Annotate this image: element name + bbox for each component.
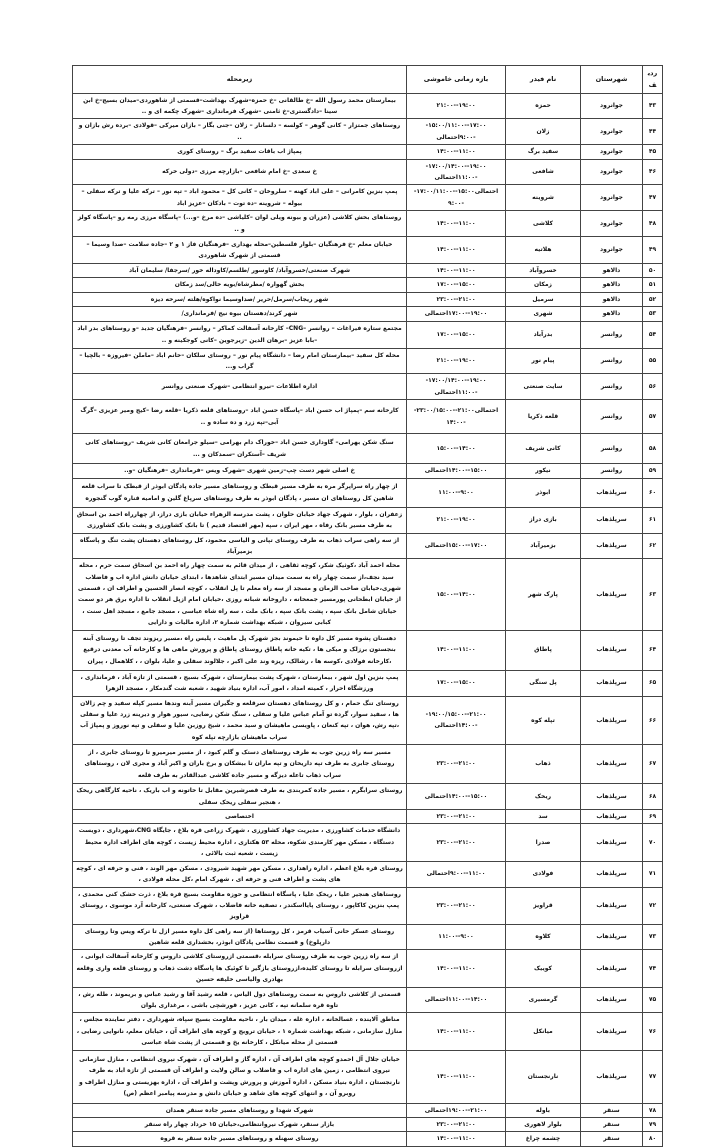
table-row [73, 236, 663, 263]
feeder-cell: قلعه ذکریا [506, 400, 581, 434]
time-cell: ۱۵:۰۰--۱۷:۰۰ [407, 670, 506, 696]
city-cell: سرپلذهاب [581, 861, 643, 887]
area-cell: خ اصلی شهر دست چپ–زمین شهری –شهرک ویس –فرمانداری –فرهنگیان –و.. [73, 464, 407, 478]
header-area: زیرمحله [73, 66, 407, 94]
time-cell: ۱۱:۰۰--۱۴:۰۰ [407, 145, 506, 159]
feeder-cell: کوییک [506, 950, 581, 987]
row-number-cell: ۶۴ [643, 630, 663, 670]
row-number-cell: ۵۴ [643, 321, 663, 348]
city-cell: جوانرود [581, 159, 643, 185]
area-cell: بازار سنقر، شهرک نیروانتظامی،خیابان ۱۵ خرداد چهار راه سنقر [73, 1118, 407, 1132]
area-cell: قسمتی از کلاشی داروس به سمت روستاهای دول الیاس ، قلعه رشید آقا و رشید عباس و بریموند ، طله رش ، تاوه قره سلمانه تپه ، کانی عزیز ، قورشچی باشی ، مرغداری بلوان [73, 987, 407, 1013]
row-number-cell: ۵۷ [643, 400, 663, 434]
area-cell: روستای تنگ حمام ، و کل روستاهای دهستان سرقلعه و جگیران مسیر آبنه وندها مسیر کپله سفید و چم زالان ها ، سفید سوار، گرده تو آمام عباس علیا و سفلی ، سنگ شکن رضایی، سیور هوار و دیرینه زرد علیا و سفلی ،تپه رش، هوان ، تپه کنعان ، پاویسی ماهیشان و سید محمد ، شیخ روزبن علیا و سفلی و تپه نوروز و پمپاژ آب سراب ماهیشان بازارچه تپله کوه [73, 696, 407, 745]
time-cell: ۹:۰۰--۱۱:۰۰ [407, 924, 506, 950]
area-cell: بیمارستان محمد رسول الله –خ طالقانی –خ حمزه–شهرک بهداشت–قسمتی از شاهوردی–میدان بسیج–خ ابن سینا –دادگستری–خ ثامنی –شهرک فرمانداری –شهرک چکمه ای و .. [73, 93, 407, 119]
time-cell: ۱۱:۰۰--۱۴:۰۰ [407, 1050, 506, 1103]
header-time: بازه زمانی خاموشی [407, 66, 506, 94]
time-cell: ۱۷:۰۰--۱۵:۰۰/۱۱:۰۰--۹:۰۰احتمالی [407, 119, 506, 145]
table-row [73, 434, 663, 464]
area-cell: از چهار راه سراپرگر مره به طرف مسیر قبطک و روستاهای مسیر جاده پادگان ابوذر از قبطک تا سراب قلعه شاهین کل روستاهای ان مسیر ، پادگان ابوذر به طرف روستاهای سرپاغ گلین و امامیه قناره گوب گنجوره [73, 478, 407, 507]
time-cell: ۱۴:۰۰--۱۵:۰۰ [407, 434, 506, 464]
city-cell: دالاهو [581, 307, 643, 321]
feeder-cell: ابوذر [506, 478, 581, 507]
row-number-cell: ۶۱ [643, 507, 663, 533]
feeder-cell: بلوار لاهوری [506, 1118, 581, 1132]
city-cell: سرپلذهاب [581, 784, 643, 810]
row-number-cell: ۷۶ [643, 1013, 663, 1050]
table-row [73, 745, 663, 784]
row-number-cell: ۵۶ [643, 374, 663, 400]
city-cell: سرپلذهاب [581, 696, 643, 745]
time-cell: ۱۷:۰۰--۱۵:۰۰احتمالی [407, 533, 506, 559]
time-cell: ۱۴:۰۰--۱۵:۰۰ [407, 559, 506, 630]
row-number-cell: ۷۵ [643, 987, 663, 1013]
table-row [73, 119, 663, 145]
feeder-cell: پاطاق [506, 630, 581, 670]
feeder-cell: ذهاب [506, 745, 581, 784]
time-cell: ۲۱:۰۰--۱۹:۰۰/۱۵:۰۰--۱۴:۰۰احتمالی [407, 696, 506, 745]
area-cell: روستای عسکر خانی آسیاب قرمز ، کل روستاها (از سه راهی کل داوه مسیر ازل تا ترکه ویس وتا روستای دارپلوخ) و قسمت نظامی پادگان ابوذر، بخشداری قلعه شاهین [73, 924, 407, 950]
time-cell: احتمالی۲۱:۰۰--۲۳:۰۰/۱۵:۰۰--۱۴:۰۰ [407, 400, 506, 434]
time-cell: ۱۹:۰۰--۲۱:۰۰ [407, 507, 506, 533]
time-cell: ۱۱:۰۰--۱۴:۰۰ [407, 630, 506, 670]
feeder-cell: کلاوه [506, 924, 581, 950]
area-cell: روستاهای جمتزار – کانی گوهر – کولسه – دلسانار – زلان –جنی بگار – بازان میرکی –قولادی –برده رش بازان و .. [73, 119, 407, 145]
city-cell: سرپلذهاب [581, 987, 643, 1013]
city-cell: سنقر [581, 1103, 643, 1117]
area-cell: پمپ بنزین اول شهر ، بیمارستان ، شهرک پشت بیمارستان ، شهرک بسیج ، قسمتی از تازه آباد ، فرمانداری ، ورزشگاه احرار ، کمیته امداد ، امور آب، اداره بنیاد شهید ، شعبه شت گندمکار ، مسجد الزهرا [73, 670, 407, 696]
city-cell: سرپلذهاب [581, 478, 643, 507]
feeder-cell: پارک شهر [506, 559, 581, 630]
area-cell: مسیر سه راه زرین جوب به طرف روستاهای دستک و گلم کبود ، از مسیر میرمیرو تا روستای جابری ، از روستای جابری به طرف تپه داریخان و تپه ماران تا بیشکان و برخ باران و اکبر آباد و مجری لان ، روستاهای سراب ذهاب تاعله دیزگه و مسیر جاده کلاشی عبدالقادر به طرف قلعه [73, 745, 407, 784]
area-cell: شهرک صنعتی/خسروآباد/ کاوسور /طلسم/کاوداله خور /سرجفا/ سلیمان آباد [73, 263, 407, 277]
area-cell: شهرک شهدا و روستاهای مسیر جاده سنقر همدان [73, 1103, 407, 1117]
time-cell: ۱۱:۰۰--۱۴:۰۰ [407, 211, 506, 237]
row-number-cell: ۶۰ [643, 478, 663, 507]
row-number-cell: ۴۳ [643, 93, 663, 119]
feeder-cell: چشمه چراغ [506, 1132, 581, 1146]
header-feeder: نام فیدر [506, 66, 581, 94]
row-number-cell: ۵۳ [643, 307, 663, 321]
time-cell: ۲۱:۰۰--۲۳:۰۰ [407, 1118, 506, 1132]
feeder-cell: کلاشی [506, 211, 581, 237]
row-number-cell: ۷۴ [643, 950, 663, 987]
area-cell: روستاهای هنجیر علیا ، ریخک علیا ، پاسگاه انتظامی و حوزه مقاومت بسیج قره بلاغ ، ذرت خشک کنی محمدی ، پمپ بنزین کاکاپور ، روستای پایااسکندر ، تصفیه خانه فاضلاب ، شهرک صنعتی، کارخانه آرد موسوی ، روستای قراویز [73, 887, 407, 924]
feeder-cell: نارنجستان [506, 1050, 581, 1103]
row-number-cell: ۴۴ [643, 119, 663, 145]
row-number-cell: ۵۰ [643, 263, 663, 277]
area-cell: سنگ شکن بهرامی– گاوداری حسن اباد –خوراک دام بهرامی –سیلو جرامغان کانی شریف –روستاهای کانی شریف –آستکران –سمدکان و ... [73, 434, 407, 464]
area-cell: از سه راه زرین جوب به طرف روستای سرابله ،قسمتی ازروستای کلاشی داروس و کارخانه آسفالت ایوانی ، ازروستای سرابله تا روستای کلیده،ازروستای بازگیر تا کوئیک ها پاسگاه دشت ذهاب و روستای قلعه واری وقلعه بهادری والیاسی خلیفه حسین [73, 950, 407, 987]
area-cell: اختصاصی [73, 809, 407, 823]
table-row [73, 321, 663, 348]
feeder-cell: صدرا [506, 824, 581, 861]
city-cell: سرپلذهاب [581, 559, 643, 630]
table-row [73, 507, 663, 533]
city-cell: روانسر [581, 374, 643, 400]
table-row [73, 374, 663, 400]
time-cell: ۱۵:۰۰--۱۷:۰۰ [407, 278, 506, 292]
city-cell: جوانرود [581, 236, 643, 263]
feeder-cell: باوله [506, 1103, 581, 1117]
table-row [73, 1118, 663, 1132]
table-row [73, 861, 663, 887]
time-cell: ۱۹:۰۰--۱۷:۰۰/۱۴:۰۰--۱۱:۰۰احتمالی [407, 374, 506, 400]
header-city: شهرستان [581, 66, 643, 94]
area-cell: خیابان جلال آل احمدو کوچه های اطراف آن ، اداره گاز و اطراف آن ، شهرک نیروی انتظامی ، منازل سازمانی نیروی انتظامی ، زمین های اداره اب و فاضلاب و سالن ولایت و اطراف آن قسمتی از تازه اباد به طرف نارنجستان ، اداره بنیاد مسکن ، اداره آموزش و پرورش وپشت و اطراف آن ، اداره بهزیستی و منازل اطراف و روبرو آن ، و انتهای کوچه های شاهد و خیابان دانش و مدرسه پیامبر اعظم (ص) [73, 1050, 407, 1103]
row-number-cell: ۶۷ [643, 745, 663, 784]
feeder-cell: ریخک [506, 784, 581, 810]
table-row [73, 464, 663, 478]
feeder-cell: میانکل [506, 1013, 581, 1050]
city-cell: سرپلذهاب [581, 533, 643, 559]
city-cell: جوانرود [581, 145, 643, 159]
city-cell: دالاهو [581, 278, 643, 292]
area-cell: مجتمع ستاره فیراغات – روانسر –CNG– کارخانه آسفالت کماکر – روانسر –فرهنگیان جدید –و روستاهای بدر اباد –بابا عزیز –برهان الدین –زیرجوین –کانی کوجکینه و .. [73, 321, 407, 348]
feeder-cell: شهری [506, 307, 581, 321]
area-cell: مناطق آلاینده ، غسالخانه ، اداره غله ، میدان بار ، ناحیه مقاومت بسیج سپاه، شهرداری ، دفتر نماینده مجلس ، منازل سازمانی ، شبکه بهداشت شماره ۱ ، خیابان ترویج و کوچه های اطراف آن ، خیابان معلم، نانوایی رضایی ، قسمتی از محله میانکل ، کارخانه یخ و قسمتی از پشت شاه عباسی [73, 1013, 407, 1050]
table-row [73, 696, 663, 745]
city-cell: سرپلذهاب [581, 630, 643, 670]
city-cell: سرپلذهاب [581, 924, 643, 950]
table-row [73, 559, 663, 630]
time-cell: ۲۱:۰۰--۱۹:۰۰احتمالی [407, 1103, 506, 1117]
city-cell: سرپلذهاب [581, 507, 643, 533]
area-cell: محله کل سفید –بیمارستان امام رضا – دانشگاه پیام نور – روستای سلکان –خانم اباد –ماملن –فیروزه – بالچیا –گراب و... [73, 348, 407, 374]
area-cell: خیابان معلم –خ فرهنگیان –بلوار فلسطین–محله بهداری –فرهنگیان فاز ۱ و ۲ –جاده سلامت –صدا وسیما –قسمتی از شهرک شاهوردی [73, 236, 407, 263]
city-cell: جوانرود [581, 119, 643, 145]
feeder-cell: گرمسیری [506, 987, 581, 1013]
row-number-cell: ۵۱ [643, 278, 663, 292]
table-row [73, 159, 663, 185]
time-cell: ۱۱:۰۰--۱۴:۰۰ [407, 263, 506, 277]
city-cell: سنقر [581, 1118, 643, 1132]
feeder-cell: پیام نور [506, 348, 581, 374]
area-cell: زعفران ، بلوار ، شهرک جهاد خیابان حلوان ، پشت مدرسه الزهراء خیابان بازی دراز، از چهارراه احمد بن اسحاق به طرف مسیر بانک رفاه ، مهر ایران ، سپه (مهر اقتصاد قدیم ) تا بانک کشاورزی و پشت بانک کشاورزی [73, 507, 407, 533]
area-cell: شهر ریجاب/سرمل/حریر /صداوسیما نواکوه/هلته /سرخه دیزه [73, 292, 407, 306]
city-cell: سرپلذهاب [581, 809, 643, 823]
table-row [73, 263, 663, 277]
city-cell: روانسر [581, 434, 643, 464]
area-cell: محله احمد آباد ،کوثیک شکر، کوچه ثقاهی ، از میدان قائم به سمت چهار راه احمد بن اسحاق سمت حرم ، محله سید نجف،از سمت چهار راه به سمت میدان مسیر ابتدای شاهدها ، ابتدای خیابان دانش اداره اب و فاضلاب شهری،خیابان صاحب الزمان و مسجد از سه راه معلم تا پل انقلاب ، کوچه انصار الحسین و اطراف ان ، قسمتی از خیابان ابطحانی پورمسیر جمعخانه ، داروخانه شبانه روزی ،خیابان امام ازپل انقلاب تا اداره برق هر دو سمت خیابان شامل بانک سپه ، پشت بانک سپه ، بانک ملت ، سه راه شاه عباسی ، مسجد جامع ، مسجد اهل سنت ، کبابی سیروان ، شبکه بهداشت شماره ۲، اداره مالیات و دارایی [73, 559, 407, 630]
area-cell: دانشگاه خدمات کشاورزی ، مدیریت جهاد کشاورزی ، شهرک زراعی قره بلاغ ، جایگاه CNG،شهرداری ، دویست دستگاه ، مسکن مهر کارمندی شکوه، محله ۵۳ هکتاری ، اداره محیط زیست ، کوچه های اطراف اداره محیط زیست ، شعبه ثبت بالائی ، [73, 824, 407, 861]
table-header-row [73, 66, 663, 94]
city-cell: دالاهو [581, 292, 643, 306]
table-row [73, 924, 663, 950]
row-number-cell: ۶۸ [643, 784, 663, 810]
table-row [73, 630, 663, 670]
table-row [73, 1103, 663, 1117]
row-number-cell: ۶۵ [643, 670, 663, 696]
row-number-cell: ۴۹ [643, 236, 663, 263]
time-cell: ۱۴:۰۰--۱۱:۰۰احتمالی [407, 987, 506, 1013]
row-number-cell: ۵۹ [643, 464, 663, 478]
feeder-cell: بزمیرآباد [506, 533, 581, 559]
row-number-cell: ۷۰ [643, 824, 663, 861]
time-cell: ۲۱:۰۰--۲۳:۰۰ [407, 292, 506, 306]
row-number-cell: ۴۵ [643, 145, 663, 159]
table-row [73, 185, 663, 211]
feeder-cell: بدرآباد [506, 321, 581, 348]
city-cell: سنقر [581, 1132, 643, 1146]
feeder-cell: هلاتیه [506, 236, 581, 263]
time-cell: احتمالی۱۵:۰۰--۱۷:۰۰/۱۱:۰۰--۹:۰۰ [407, 185, 506, 211]
city-cell: جوانرود [581, 93, 643, 119]
row-number-cell: ۴۷ [643, 185, 663, 211]
feeder-cell: نیکور [506, 464, 581, 478]
table-row [73, 348, 663, 374]
city-cell: سرپلذهاب [581, 1050, 643, 1103]
row-number-cell: ۸۰ [643, 1132, 663, 1146]
table-row [73, 93, 663, 119]
city-cell: سرپلذهاب [581, 745, 643, 784]
table-row [73, 211, 663, 237]
table-row [73, 278, 663, 292]
area-cell: خ سعدی –خ امام شافعی –بازارچه مرزی –دولی خرکه [73, 159, 407, 185]
row-number-cell: ۶۲ [643, 533, 663, 559]
feeder-cell: خسروآباد [506, 263, 581, 277]
area-cell: از سه راهی سراب ذهاب به طرف روستای تپانی و الیاسی محمود، کل روستاهای دهستان پشت تنگ و پاسگاه بزمیرآباد [73, 533, 407, 559]
time-cell: ۲۱:۰۰--۲۳:۰۰ [407, 824, 506, 861]
time-cell: ۱۱:۰۰--۱۴:۰۰ [407, 1132, 506, 1146]
feeder-cell: بازی دراز [506, 507, 581, 533]
feeder-cell: قراویز [506, 887, 581, 924]
feeder-cell: حمزه [506, 93, 581, 119]
city-cell: دالاهو [581, 263, 643, 277]
feeder-cell: زمکان [506, 278, 581, 292]
feeder-cell: سد [506, 809, 581, 823]
time-cell: ۱۵:۰۰--۱۷:۰۰ [407, 321, 506, 348]
row-number-cell: ۴۸ [643, 211, 663, 237]
time-cell: ۹:۰۰--۱۱:۰۰ [407, 478, 506, 507]
table-row [73, 533, 663, 559]
area-cell: روستای سرابگرم ، مسیر جاده کمربندی به طرف قصرشیرین مقابل تا خاتونه و اب باریک ، ناحیه کارگاهی ریخک ، هنجیر سفلی ریخک سفلی [73, 784, 407, 810]
time-cell: ۲۱:۰۰--۲۳:۰۰ [407, 887, 506, 924]
area-cell: بخش گهواره /مطرشاه/بویه خالی/سد زمکان [73, 278, 407, 292]
table-row [73, 1013, 663, 1050]
time-cell: ۱۹:۰۰--۲۱:۰۰ [407, 348, 506, 374]
area-cell: اداره اطلاعات –نیرو انتظامی –شهرک صنعتی روانسر [73, 374, 407, 400]
table-row [73, 950, 663, 987]
row-number-cell: ۷۳ [643, 924, 663, 950]
table-row [73, 400, 663, 434]
feeder-cell: سفید برگ [506, 145, 581, 159]
table-row [73, 1132, 663, 1146]
time-cell: ۱۹:۰۰--۱۷:۰۰/۱۴:۰۰--۱۱:۰۰احتمالی [407, 159, 506, 185]
time-cell: ۱۹:۰۰--۱۷:۰۰احتمالی [407, 307, 506, 321]
city-cell: روانسر [581, 464, 643, 478]
area-cell: روستای قره بلاغ اعظم ، اداره راهداری ، مسکن مهر شهید شیرودی ، مسکن مهر الوند ، فنی و حرفه ای ، کوچه های پشت و اطراف فنی و حرفه ای ، شهرک امام ،کل محله فولادی ، [73, 861, 407, 887]
city-cell: جوانرود [581, 211, 643, 237]
city-cell: روانسر [581, 348, 643, 374]
time-cell: ۱۵:۰۰--۱۴:۰۰احتمالی [407, 784, 506, 810]
row-number-cell: ۵۲ [643, 292, 663, 306]
city-cell: سرپلذهاب [581, 887, 643, 924]
city-cell: روانسر [581, 321, 643, 348]
feeder-cell: کانی شریف [506, 434, 581, 464]
table-body [73, 93, 663, 1146]
row-number-cell: ۷۸ [643, 1103, 663, 1117]
feeder-cell: پل سنگی [506, 670, 581, 696]
outage-schedule-table [72, 65, 663, 1147]
row-number-cell: ۷۹ [643, 1118, 663, 1132]
table-row [73, 292, 663, 306]
time-cell: ۱۱:۰۰--۹:۰۰احتمالی [407, 861, 506, 887]
city-cell: سرپلذهاب [581, 670, 643, 696]
table-row [73, 987, 663, 1013]
row-number-cell: ۵۸ [643, 434, 663, 464]
row-number-cell: ۵۵ [643, 348, 663, 374]
header-row-number: ردیف [643, 66, 663, 94]
table-row [73, 307, 663, 321]
feeder-cell: سرمیل [506, 292, 581, 306]
time-cell: ۲۱:۰۰--۲۳:۰۰ [407, 809, 506, 823]
table-row [73, 887, 663, 924]
area-cell: پمپاژ اب باقات سفید برگ – روستای کوری [73, 145, 407, 159]
city-cell: سرپلذهاب [581, 824, 643, 861]
feeder-cell: سایت صنعتی [506, 374, 581, 400]
area-cell: شهر کرند/دهستان بیوه نیج /فرمانداری/ [73, 307, 407, 321]
feeder-cell: فولادی [506, 861, 581, 887]
feeder-cell: تپله کوه [506, 696, 581, 745]
table-row [73, 478, 663, 507]
row-number-cell: ۷۲ [643, 887, 663, 924]
time-cell: ۲۱:۰۰--۲۳:۰۰ [407, 745, 506, 784]
area-cell: روستاهای بخش کلاشی (عزران و بیونه ویلی لوان –کلیاشی –ده مرخ –و...) –پاسگاه مرزی رمه رو –پاسگاه کولز و .. [73, 211, 407, 237]
time-cell: ۱۹:۰۰--۲۱:۰۰ [407, 93, 506, 119]
area-cell: پمپ بنزین کامرانی – علی اباد کهنه – سلروخان – کانی کل – محمود اباد – تپه نور – ترکه علیا و ترکه سفلی –بیوله – شروینه –ده توت – بادکان –عزیز اباد [73, 185, 407, 211]
row-number-cell: ۷۷ [643, 1050, 663, 1103]
area-cell: دهستان پشوه مسیر کل داوه تا حیموند بجز شهرک پل ماهیت ، پلیس راه ،مسیر ریزوند تجف تا روستای آبنه بنجستون برزلک و میکی ها ، تکیه خانه پاطاق روستای پاطاق و پرورش ماهی ها و کارخانه آب معدنی درقیع ،کارخانه فولادی ،کوسه ها ، رشالک، ریزه وند علی اکبر ، جلالوند سفلی و علیا، بلوان ، ، کلاهمال ، پیران [73, 630, 407, 670]
row-number-cell: ۶۳ [643, 559, 663, 630]
time-cell: ۱۵:۰۰--۱۴:۰۰احتمالی [407, 464, 506, 478]
area-cell: کارخانه سم –پمپاژ اب حسن اباد –پاسگاه حسن اباد –روستاهای قلعه ذکریا –قلعه رضا –کیج ومیر عزیزی –گرگ آبی–تپه زرد و ده ساده و .. [73, 400, 407, 434]
time-cell: ۱۱:۰۰--۱۴:۰۰ [407, 236, 506, 263]
row-number-cell: ۴۶ [643, 159, 663, 185]
feeder-cell: شروینه [506, 185, 581, 211]
time-cell: ۱۱:۰۰--۱۴:۰۰ [407, 1013, 506, 1050]
row-number-cell: ۷۱ [643, 861, 663, 887]
city-cell: سرپلذهاب [581, 1013, 643, 1050]
feeder-cell: شافعی [506, 159, 581, 185]
table-row [73, 670, 663, 696]
city-cell: روانسر [581, 400, 643, 434]
table-row [73, 809, 663, 823]
table-row [73, 824, 663, 861]
row-number-cell: ۶۹ [643, 809, 663, 823]
row-number-cell: ۶۶ [643, 696, 663, 745]
city-cell: سرپلذهاب [581, 950, 643, 987]
feeder-cell: زلان [506, 119, 581, 145]
area-cell: روستای سهنله و روستاهای مسیر جاده سنقر به قروه [73, 1132, 407, 1146]
table-row [73, 1050, 663, 1103]
time-cell: ۱۱:۰۰--۱۴:۰۰ [407, 950, 506, 987]
table-row [73, 145, 663, 159]
table-row [73, 784, 663, 810]
city-cell: جوانرود [581, 185, 643, 211]
